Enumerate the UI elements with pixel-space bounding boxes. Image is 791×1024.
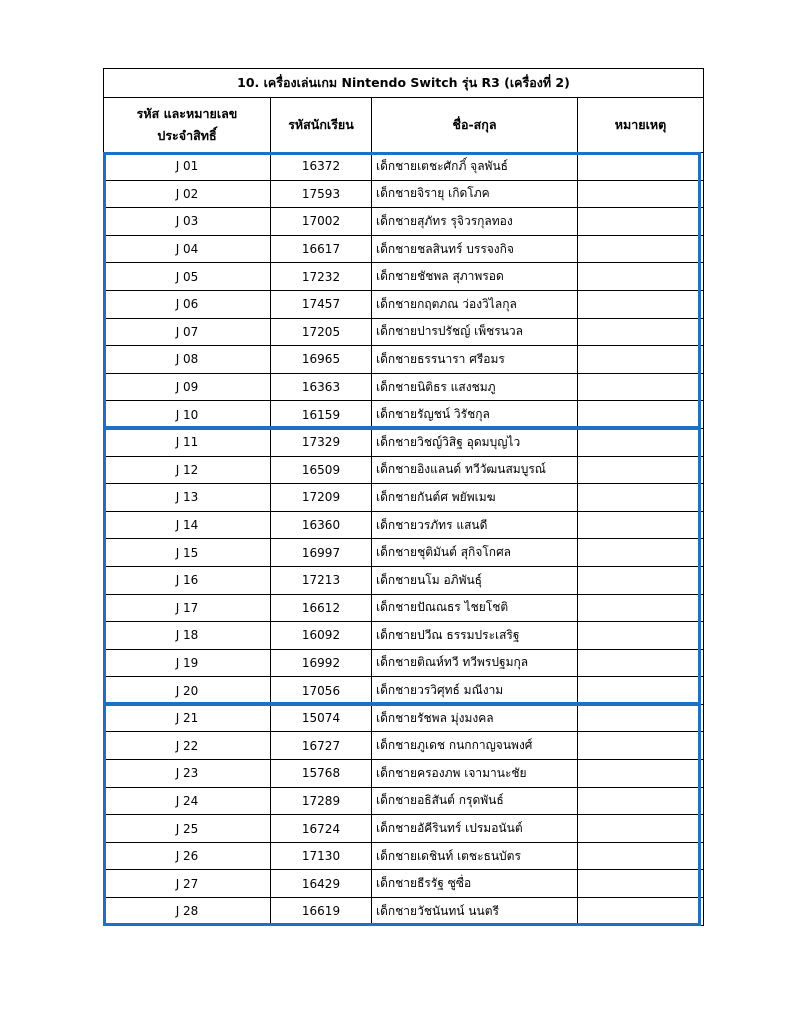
cell-code: J 07 [104, 318, 271, 346]
cell-note [578, 318, 704, 346]
table-row [104, 235, 704, 263]
cell-student-id: 16997 [271, 539, 372, 567]
cell-code: J 04 [104, 235, 271, 263]
cell-student-id: 16360 [271, 511, 372, 539]
cell-name: เด็กชายติณห์ทวี ทวีพรปฐมกุล [372, 649, 578, 677]
header-row [104, 98, 704, 153]
cell-note [578, 815, 704, 843]
cell-code: J 25 [104, 815, 271, 843]
cell-note [578, 290, 704, 318]
cell-name: เด็กชายปวีณ ธรรมประเสริฐ [372, 622, 578, 650]
table-row [104, 373, 704, 401]
table-row [104, 318, 704, 346]
title-row [104, 69, 704, 98]
cell-name: เด็กชายเดชินท์ เตชะธนบัตร [372, 842, 578, 870]
cell-name: เด็กชายนโม อภิพันธุ์ [372, 566, 578, 594]
cell-code: J 01 [104, 153, 271, 181]
cell-note [578, 484, 704, 512]
allocation-table [103, 68, 704, 926]
cell-name: เด็กชายกันต์ศ พยัพเมฆ [372, 484, 578, 512]
cell-note [578, 153, 704, 181]
table-row [104, 346, 704, 374]
cell-code: J 18 [104, 622, 271, 650]
table-row [104, 842, 704, 870]
cell-student-id: 16965 [271, 346, 372, 374]
table-title: 10. เครื่องเล่นเกม Nintendo Switch รุ่น R3 (เครื่องที่ 2) [104, 69, 704, 98]
cell-note [578, 677, 704, 705]
cell-student-id: 16724 [271, 815, 372, 843]
cell-student-id: 16092 [271, 622, 372, 650]
cell-name: เด็กชายอิงแลนด์ ทวีวัฒนสมบูรณ์ [372, 456, 578, 484]
cell-student-id: 16363 [271, 373, 372, 401]
table-row [104, 594, 704, 622]
cell-student-id: 17209 [271, 484, 372, 512]
table-row [104, 180, 704, 208]
cell-code: J 14 [104, 511, 271, 539]
cell-student-id: 16509 [271, 456, 372, 484]
table-row [104, 815, 704, 843]
cell-note [578, 760, 704, 788]
cell-note [578, 373, 704, 401]
cell-student-id: 16992 [271, 649, 372, 677]
cell-code: J 24 [104, 787, 271, 815]
cell-name: เด็กชายรัญชน์ วิรัชกุล [372, 401, 578, 429]
table-row [104, 677, 704, 705]
table-row [104, 704, 704, 732]
cell-name: เด็กชายชลสินทร์ บรรจงกิจ [372, 235, 578, 263]
cell-note [578, 511, 704, 539]
cell-name: เด็กชายวิชญ์วิสิฐ อุดมบุญไว [372, 428, 578, 456]
cell-code: J 13 [104, 484, 271, 512]
cell-code: J 12 [104, 456, 271, 484]
header-code [104, 98, 271, 153]
cell-note [578, 180, 704, 208]
header-student-id: รหัสนักเรียน [271, 98, 372, 153]
cell-student-id: 15074 [271, 704, 372, 732]
cell-student-id: 16612 [271, 594, 372, 622]
cell-code: J 09 [104, 373, 271, 401]
cell-code: J 11 [104, 428, 271, 456]
cell-name: เด็กชายชุติมันต์ สุกิจโกศล [372, 539, 578, 567]
cell-note [578, 732, 704, 760]
cell-note [578, 346, 704, 374]
cell-name: เด็กชายอัคีรินทร์ เปรมอนันต์ [372, 815, 578, 843]
cell-note [578, 235, 704, 263]
cell-name: เด็กชายธีรรัฐ ซูซื่อ [372, 870, 578, 898]
cell-name: เด็กชายชัชพล สุภาพรอด [372, 263, 578, 291]
cell-code: J 17 [104, 594, 271, 622]
cell-note [578, 649, 704, 677]
header-note: หมายเหตุ [578, 98, 704, 153]
cell-name: เด็กชายกฤตภณ ว่องวิไลกุล [372, 290, 578, 318]
cell-name: เด็กชายวัชนันทน์ นนตรี [372, 898, 578, 926]
cell-name: เด็กชายครองภพ เจามานะชัย [372, 760, 578, 788]
cell-code: J 03 [104, 208, 271, 236]
cell-note [578, 428, 704, 456]
cell-student-id: 15768 [271, 760, 372, 788]
cell-note [578, 566, 704, 594]
cell-code: J 02 [104, 180, 271, 208]
cell-code: J 06 [104, 290, 271, 318]
cell-name: เด็กชายจิรายุ เกิดโภค [372, 180, 578, 208]
cell-student-id: 17056 [271, 677, 372, 705]
cell-code: J 10 [104, 401, 271, 429]
cell-code: J 23 [104, 760, 271, 788]
table-row [104, 511, 704, 539]
cell-student-id: 17002 [271, 208, 372, 236]
cell-note [578, 594, 704, 622]
cell-student-id: 17457 [271, 290, 372, 318]
cell-student-id: 16727 [271, 732, 372, 760]
cell-note [578, 401, 704, 429]
cell-code: J 21 [104, 704, 271, 732]
cell-student-id: 17593 [271, 180, 372, 208]
cell-note [578, 842, 704, 870]
table-row [104, 456, 704, 484]
table-row [104, 787, 704, 815]
header-name: ชื่อ-สกุล [372, 98, 578, 153]
cell-code: J 26 [104, 842, 271, 870]
cell-student-id: 16372 [271, 153, 372, 181]
cell-code: J 19 [104, 649, 271, 677]
table-row [104, 539, 704, 567]
table-row [104, 401, 704, 429]
cell-note [578, 263, 704, 291]
cell-code: J 27 [104, 870, 271, 898]
table-row [104, 153, 704, 181]
cell-note [578, 539, 704, 567]
header-code-line2: ประจำสิทธิ์ [157, 128, 217, 143]
cell-name: เด็กชายปัณณธร ไชยโชติ [372, 594, 578, 622]
cell-note [578, 208, 704, 236]
table-row [104, 566, 704, 594]
cell-name: เด็กชายปารปรัชญ์ เพ็ชรนวล [372, 318, 578, 346]
cell-student-id: 16617 [271, 235, 372, 263]
cell-student-id: 17289 [271, 787, 372, 815]
cell-note [578, 898, 704, 926]
cell-note [578, 622, 704, 650]
cell-student-id: 16619 [271, 898, 372, 926]
cell-code: J 08 [104, 346, 271, 374]
document-sheet [103, 68, 703, 926]
table-row [104, 649, 704, 677]
header-code-line1: รหัส และหมายเลข [136, 106, 238, 121]
table-row [104, 870, 704, 898]
table-row [104, 484, 704, 512]
cell-name: เด็กชายสุภัทร รุจิวรกุลทอง [372, 208, 578, 236]
cell-code: J 05 [104, 263, 271, 291]
cell-name: เด็กชายรัชพล มุ่งมงคล [372, 704, 578, 732]
cell-name: เด็กชายเตชะศักภิ์ จุลพันธ์ [372, 153, 578, 181]
table-row [104, 732, 704, 760]
table-row [104, 208, 704, 236]
cell-code: J 16 [104, 566, 271, 594]
cell-name: เด็กชายภูเดช กนกกาญจนพงศ์ [372, 732, 578, 760]
cell-note [578, 456, 704, 484]
cell-name: เด็กชายธรรนารา ศรีอมร [372, 346, 578, 374]
cell-name: เด็กชายนิติธร แสงชมภู [372, 373, 578, 401]
cell-note [578, 704, 704, 732]
cell-student-id: 17130 [271, 842, 372, 870]
cell-student-id: 16429 [271, 870, 372, 898]
table-row [104, 898, 704, 926]
cell-name: เด็กชายวรภัทร แสนดี [372, 511, 578, 539]
cell-student-id: 17232 [271, 263, 372, 291]
cell-student-id: 17205 [271, 318, 372, 346]
cell-student-id: 17329 [271, 428, 372, 456]
cell-name: เด็กชายอธิสันต์ กรุดพันธ์ [372, 787, 578, 815]
cell-note [578, 787, 704, 815]
table-row [104, 428, 704, 456]
cell-code: J 15 [104, 539, 271, 567]
cell-student-id: 17213 [271, 566, 372, 594]
cell-code: J 20 [104, 677, 271, 705]
table-row [104, 760, 704, 788]
table-row [104, 622, 704, 650]
cell-code: J 22 [104, 732, 271, 760]
cell-name: เด็กชายวรวิศุทธ์ มณีงาม [372, 677, 578, 705]
cell-student-id: 16159 [271, 401, 372, 429]
cell-code: J 28 [104, 898, 271, 926]
table-body [104, 153, 704, 926]
cell-note [578, 870, 704, 898]
table-row [104, 263, 704, 291]
table-row [104, 290, 704, 318]
